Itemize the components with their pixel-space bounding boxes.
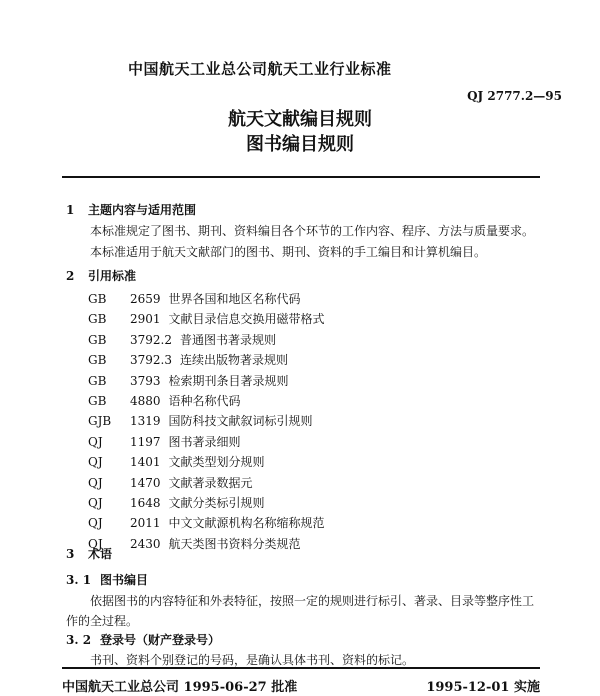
reference-standard-number: 2430 [130, 536, 161, 551]
reference-standard-code: GB [88, 312, 107, 327]
reference-standard-number: 2011 [130, 516, 161, 531]
reference-title: 普通图书著录规则 [180, 332, 277, 347]
section-title: 主题内容与适用范围 [88, 203, 197, 217]
document-title: 航天文献编目规则 [228, 109, 372, 130]
reference-standard-number: 2901 [130, 312, 161, 327]
section-title: 引用标准 [88, 269, 137, 283]
reference-item [88, 372, 289, 389]
reference-standard-number: 3793 [130, 373, 161, 388]
section-1-heading [66, 201, 196, 218]
reference-title: 语种名称代码 [168, 394, 241, 408]
reference-item [88, 392, 241, 409]
reference-standard-number: 1470 [130, 475, 161, 490]
reference-item [88, 494, 265, 511]
reference-standard-code: GB [88, 353, 107, 368]
section-title: 图书编目 [100, 573, 149, 587]
issuing-organization: 中国航天工业总公司航天工业行业标准 [128, 60, 392, 78]
reference-standard-number: 1319 [130, 414, 161, 429]
reference-standard-number: 2659 [130, 292, 161, 306]
effective-date: 1995-12-01 实施 [426, 680, 540, 695]
reference-item [88, 310, 325, 327]
reference-standard-code: QJ [88, 536, 103, 551]
reference-item [88, 290, 301, 307]
document-subtitle: 图书编目规则 [246, 134, 354, 155]
reference-standard-code: QJ [88, 516, 103, 531]
reference-standard-code: QJ [88, 475, 103, 490]
reference-standard-code: QJ [88, 455, 103, 470]
section-number: 3 [66, 547, 75, 561]
top-rule [62, 176, 540, 178]
section-number: 2 [66, 269, 75, 283]
reference-standard-number: 3792.3 [130, 353, 172, 368]
reference-title: 航天类图书资料分类规范 [168, 536, 301, 551]
section-3-1-paragraph-2: 作的全过程。 [66, 614, 139, 628]
reference-item [88, 453, 265, 470]
reference-title: 文献著录数据元 [168, 475, 253, 490]
bottom-rule [62, 667, 540, 669]
reference-item [88, 433, 241, 450]
reference-standard-code: QJ [88, 434, 103, 449]
reference-title: 国防科技文献叙词标引规则 [168, 414, 313, 429]
reference-title: 文献分类标引规则 [168, 496, 265, 510]
reference-item [88, 535, 301, 552]
reference-item [88, 474, 253, 491]
reference-standard-number: 4880 [130, 394, 161, 408]
section-title: 术语 [88, 547, 113, 561]
section-3-2-heading [66, 631, 220, 648]
reference-title: 中文文献源机构名称缩称规范 [168, 516, 325, 531]
reference-title: 检索期刊条目著录规则 [168, 373, 289, 388]
section-2-heading [66, 267, 136, 284]
reference-item [88, 331, 276, 348]
reference-standard-number: 3792.2 [130, 332, 172, 347]
reference-title: 图书著录细则 [168, 434, 241, 449]
reference-standard-code: QJ [88, 496, 103, 510]
section-3-1-heading [66, 571, 148, 588]
standard-code: QJ 2777.2—95 [467, 89, 562, 103]
reference-standard-number: 1401 [130, 455, 161, 470]
section-1-paragraph-1: 本标准规定了图书、期刊、资料编目各个环节的工作内容、程序、方法与质量要求。 [90, 224, 535, 238]
section-3-heading [66, 545, 112, 562]
reference-standard-number: 1197 [130, 434, 161, 449]
section-1-paragraph-2: 本标准适用于航天文献部门的图书、期刊、资料的手工编目和计算机编目。 [90, 245, 487, 259]
section-title: 登录号（财产登录号） [100, 633, 221, 647]
reference-title: 文献类型划分规则 [168, 455, 265, 470]
section-number: 1 [66, 203, 75, 217]
reference-title: 世界各国和地区名称代码 [168, 292, 301, 306]
section-number: 3. 1 [66, 573, 92, 587]
section-number: 3. 2 [66, 633, 92, 647]
reference-standard-number: 1648 [130, 496, 161, 510]
reference-standard-code: GJB [88, 414, 112, 429]
section-3-1-paragraph-1: 依据图书的内容特征和外表特征，按照一定的规则进行标引、著录、目录等整序性工 [90, 594, 535, 608]
reference-title: 连续出版物著录规则 [180, 353, 289, 368]
reference-standard-code: GB [88, 394, 107, 408]
reference-standard-code: GB [88, 332, 107, 347]
reference-item [88, 514, 325, 531]
reference-title: 文献目录信息交换用磁带格式 [168, 312, 325, 327]
section-3-2-paragraph-1: 书刊、资料个别登记的号码，是确认具体书刊、资料的标记。 [90, 653, 415, 667]
reference-standard-code: GB [88, 373, 107, 388]
reference-standard-code: GB [88, 292, 107, 306]
reference-item [88, 412, 313, 429]
reference-item [88, 351, 288, 368]
approval-line: 中国航天工业总公司 1995-06-27 批准 [62, 680, 298, 695]
